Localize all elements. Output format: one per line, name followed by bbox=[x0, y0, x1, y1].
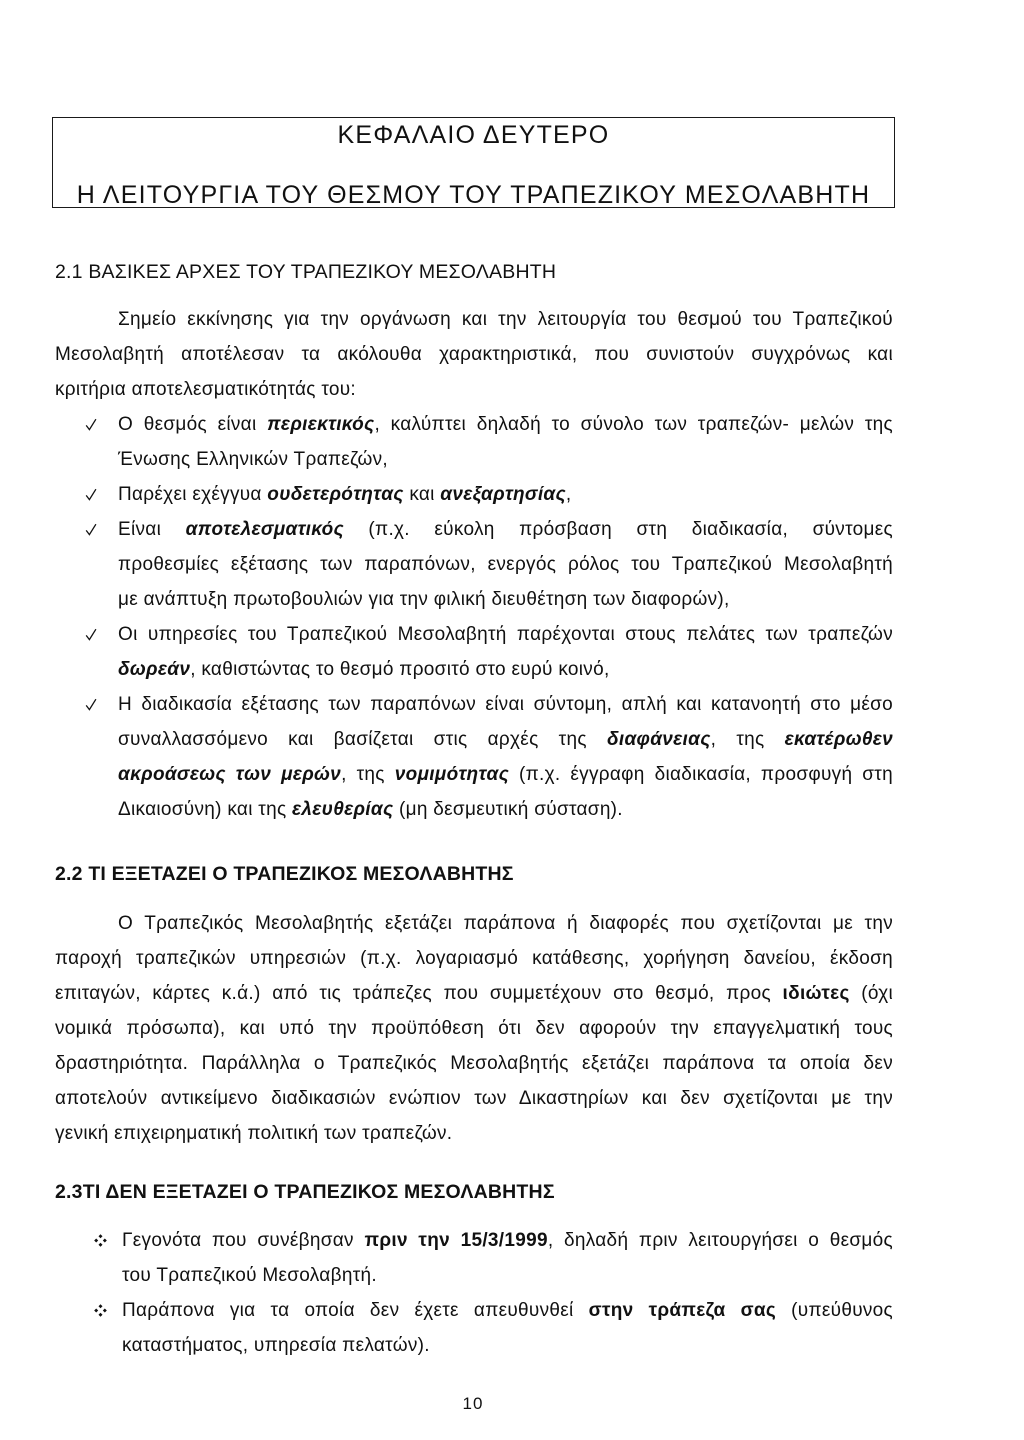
text-segment: 2.1 ΒΑΣΙΚΕΣ ΑΡΧΕΣ ΤΟΥ ΤΡΑΠΕΖΙΚΟΥ ΜΕΣΟΛΑΒΗΤΗ bbox=[55, 260, 557, 283]
text-line bbox=[55, 1046, 893, 1081]
emphasized-text: 2.2 ΤΙ ΕΞΕΤΑΖΕΙ Ο ΤΡΑΠΕΖΙΚΟΣ ΜΕΣΟΛΑΒΗΤΗΣ bbox=[55, 862, 514, 885]
page-number: 10 bbox=[462, 1394, 484, 1413]
chapter-label: ΚΕΦΑΛΑΙΟ ΔΕΥΤΕΡΟ bbox=[337, 121, 610, 149]
text-segment: (π.χ. εύκολη πρόσβαση στη διαδικασία, σύντομες bbox=[343, 518, 893, 540]
emphasized-text: πριν την 15/3/1999 bbox=[364, 1229, 548, 1251]
text-line bbox=[118, 407, 893, 442]
emphasized-text: εκατέρωθεν bbox=[784, 728, 893, 750]
text-line bbox=[55, 1116, 893, 1151]
emphasized-text: ΔΕΝ bbox=[105, 1180, 148, 1203]
text-segment: , καθιστώντας το θεσμό προσιτό στο ευρύ κοινό, bbox=[190, 658, 610, 680]
text-segment: (υπεύθυνος bbox=[776, 1299, 894, 1321]
text-line bbox=[118, 442, 893, 477]
check-icon bbox=[85, 523, 97, 536]
emphasized-text: 2.3ΤΙ bbox=[55, 1180, 106, 1203]
text-line bbox=[118, 547, 893, 582]
text-line bbox=[122, 1328, 893, 1363]
check-icon bbox=[85, 488, 97, 501]
text-line bbox=[55, 255, 893, 290]
diamond-bullet-icon bbox=[94, 1304, 107, 1317]
text-segment: επιταγών, κάρτες κ.ά.) από τις τράπεζες που συμμετέχουν στο θεσμό, προς bbox=[55, 982, 783, 1004]
section-heading bbox=[55, 857, 893, 892]
text-segment: Γεγονότα που συνέβησαν bbox=[122, 1229, 365, 1251]
text-segment: με ανάπτυξη πρωτοβουλιών για την φιλική διευθέτηση των διαφορών), bbox=[118, 588, 730, 610]
text-line bbox=[118, 582, 893, 617]
text-segment: του Τραπεζικού Μεσολαβητή. bbox=[122, 1264, 377, 1286]
section-body bbox=[55, 906, 893, 1151]
text-segment: Ο Τραπεζικός Μεσολαβητής εξετάζει παράπονα ή διαφορές που σχετίζονται με την bbox=[118, 912, 893, 934]
text-segment: αποτελούν αντικείμενο διαδικασιών ενώπιον των Δικαστηρίων και δεν σχετίζονται με την bbox=[55, 1087, 893, 1109]
text-line bbox=[55, 337, 893, 372]
section bbox=[55, 1175, 893, 1363]
text-segment: Παράπονα για τα οποία δεν έχετε απευθυνθεί bbox=[122, 1299, 589, 1321]
text-segment: (όχι bbox=[849, 982, 894, 1004]
bullet-item bbox=[55, 512, 893, 617]
check-icon bbox=[85, 418, 97, 431]
text-segment: δραστηριότητα. Παράλληλα ο Τραπεζικός Μεσολαβητής εξετάζει παράπονα τα οποία δεν bbox=[55, 1052, 893, 1074]
section bbox=[55, 255, 893, 827]
text-segment: συναλλασσόμενο και βασίζεται στις αρχές της bbox=[118, 728, 607, 750]
text-segment: (π.χ. έγγραφη διαδικασία, προσφυγή στη bbox=[509, 763, 893, 785]
section-heading bbox=[55, 255, 893, 290]
emphasized-text: ιδιώτες bbox=[782, 982, 850, 1004]
text-segment: Σημείο εκκίνησης για την οργάνωση και την λειτουργία του θεσμού του Τραπεζικού bbox=[118, 308, 893, 330]
text-segment: Ένωσης Ελληνικών Τραπεζών, bbox=[118, 448, 388, 470]
text-segment: προθεσμίες εξέτασης των παραπόνων, ενεργός ρόλος του Τραπεζικού Μεσολαβητή bbox=[118, 553, 893, 575]
text-segment: Οι υπηρεσίες του Τραπεζικού Μεσολαβητή παρέχονται στους πελάτες των τραπεζών bbox=[118, 623, 893, 645]
emphasized-text: περιεκτικός bbox=[267, 413, 375, 435]
text-line bbox=[55, 1175, 893, 1210]
section-heading bbox=[55, 1175, 893, 1210]
text-segment: , καλύπτει δηλαδή το σύνολο των τραπεζών- μελών της bbox=[374, 413, 893, 435]
text-line bbox=[118, 722, 893, 757]
emphasized-text: ελευθερίας bbox=[292, 798, 394, 820]
text-segment: , της bbox=[341, 763, 395, 785]
emphasized-text: δωρεάν bbox=[118, 658, 191, 680]
check-icon bbox=[85, 628, 97, 641]
emphasized-text: διαφάνειας bbox=[606, 728, 711, 750]
text-line bbox=[122, 1258, 893, 1293]
text-segment: και bbox=[403, 483, 441, 505]
emphasized-text: ανεξαρτησίας bbox=[440, 483, 566, 505]
text-segment: Ο θεσμός είναι bbox=[118, 413, 268, 435]
emphasized-text: νομιμότητας bbox=[394, 763, 510, 785]
text-line bbox=[118, 617, 893, 652]
text-segment: Παρέχει εχέγγυα bbox=[118, 483, 268, 505]
emphasized-text: στην τράπεζα σας bbox=[588, 1299, 777, 1321]
diamond-bullet-icon bbox=[94, 1234, 107, 1247]
text-line bbox=[118, 477, 893, 512]
text-line bbox=[55, 976, 893, 1011]
text-segment: γενική επιχειρηματική πολιτική των τραπεζών. bbox=[55, 1122, 453, 1144]
bullet-item bbox=[55, 477, 893, 512]
chapter-title-box bbox=[52, 117, 895, 208]
text-line bbox=[55, 906, 893, 941]
text-segment: Είναι bbox=[118, 518, 186, 540]
chapter-title: Η ΛΕΙΤΟΥΡΓΙΑ ΤΟΥ ΘΕΣΜΟΥ ΤΟΥ ΤΡΑΠΕΖΙΚΟΥ ΜΕΣΟΛΑΒΗΤΗ bbox=[76, 181, 871, 209]
text-segment: καταστήματος, υπηρεσία πελατών). bbox=[122, 1334, 430, 1356]
text-segment: (μη δεσμευτική σύσταση). bbox=[393, 798, 623, 820]
text-line bbox=[118, 792, 893, 827]
text-line bbox=[118, 687, 893, 722]
bullet-item bbox=[55, 407, 893, 477]
text-line bbox=[55, 1081, 893, 1116]
text-line bbox=[55, 941, 893, 976]
section bbox=[55, 857, 893, 1151]
text-segment: Η διαδικασία εξέτασης των παραπόνων είναι σύντομη, απλή και κατανοητή στο μέσο bbox=[118, 693, 893, 715]
text-line bbox=[118, 512, 893, 547]
text-segment: , της bbox=[710, 728, 785, 750]
emphasized-text: ΕΞΕΤΑΖΕΙ Ο ΤΡΑΠΕΖΙΚΟΣ ΜΕΣΟΛΑΒΗΤΗΣ bbox=[147, 1180, 555, 1203]
emphasized-text: αποτελεσματικός bbox=[185, 518, 344, 540]
text-line bbox=[118, 652, 893, 687]
emphasized-text: ακροάσεως των μερών bbox=[118, 763, 342, 785]
text-line bbox=[122, 1293, 893, 1328]
text-line bbox=[55, 857, 893, 892]
text-line bbox=[122, 1223, 893, 1258]
text-line bbox=[55, 372, 893, 407]
text-segment: , δηλαδή πριν λειτουργήσει ο θεσμός bbox=[547, 1229, 893, 1251]
bullet-item bbox=[55, 1293, 893, 1363]
paragraph bbox=[55, 906, 893, 1151]
text-line bbox=[55, 1011, 893, 1046]
text-segment: κριτήρια αποτελεσματικότητάς του: bbox=[55, 378, 357, 400]
paragraph bbox=[55, 302, 893, 407]
section-body bbox=[55, 302, 893, 827]
text-line bbox=[118, 757, 893, 792]
text-line bbox=[55, 302, 893, 337]
check-icon bbox=[85, 698, 97, 711]
bullet-item bbox=[55, 1223, 893, 1293]
text-segment: νομικά πρόσωπα), και υπό την προϋπόθεση ότι δεν αφορούν την επαγγελματική τους bbox=[55, 1017, 893, 1039]
text-segment: παροχή τραπεζικών υπηρεσιών (π.χ. λογαριασμό κατάθεσης, χορήγηση δανείου, έκδοση bbox=[55, 947, 893, 969]
bullet-item bbox=[55, 687, 893, 827]
bullet-item bbox=[55, 617, 893, 687]
text-segment: Μεσολαβητή αποτέλεσαν τα ακόλουθα χαρακτηριστικά, που συνιστούν συγχρόνως και bbox=[55, 343, 893, 365]
emphasized-text: ουδετερότητας bbox=[267, 483, 404, 505]
section-body bbox=[55, 1223, 893, 1363]
text-segment: Δικαιοσύνη) και της bbox=[118, 798, 293, 820]
text-segment: , bbox=[565, 483, 572, 505]
